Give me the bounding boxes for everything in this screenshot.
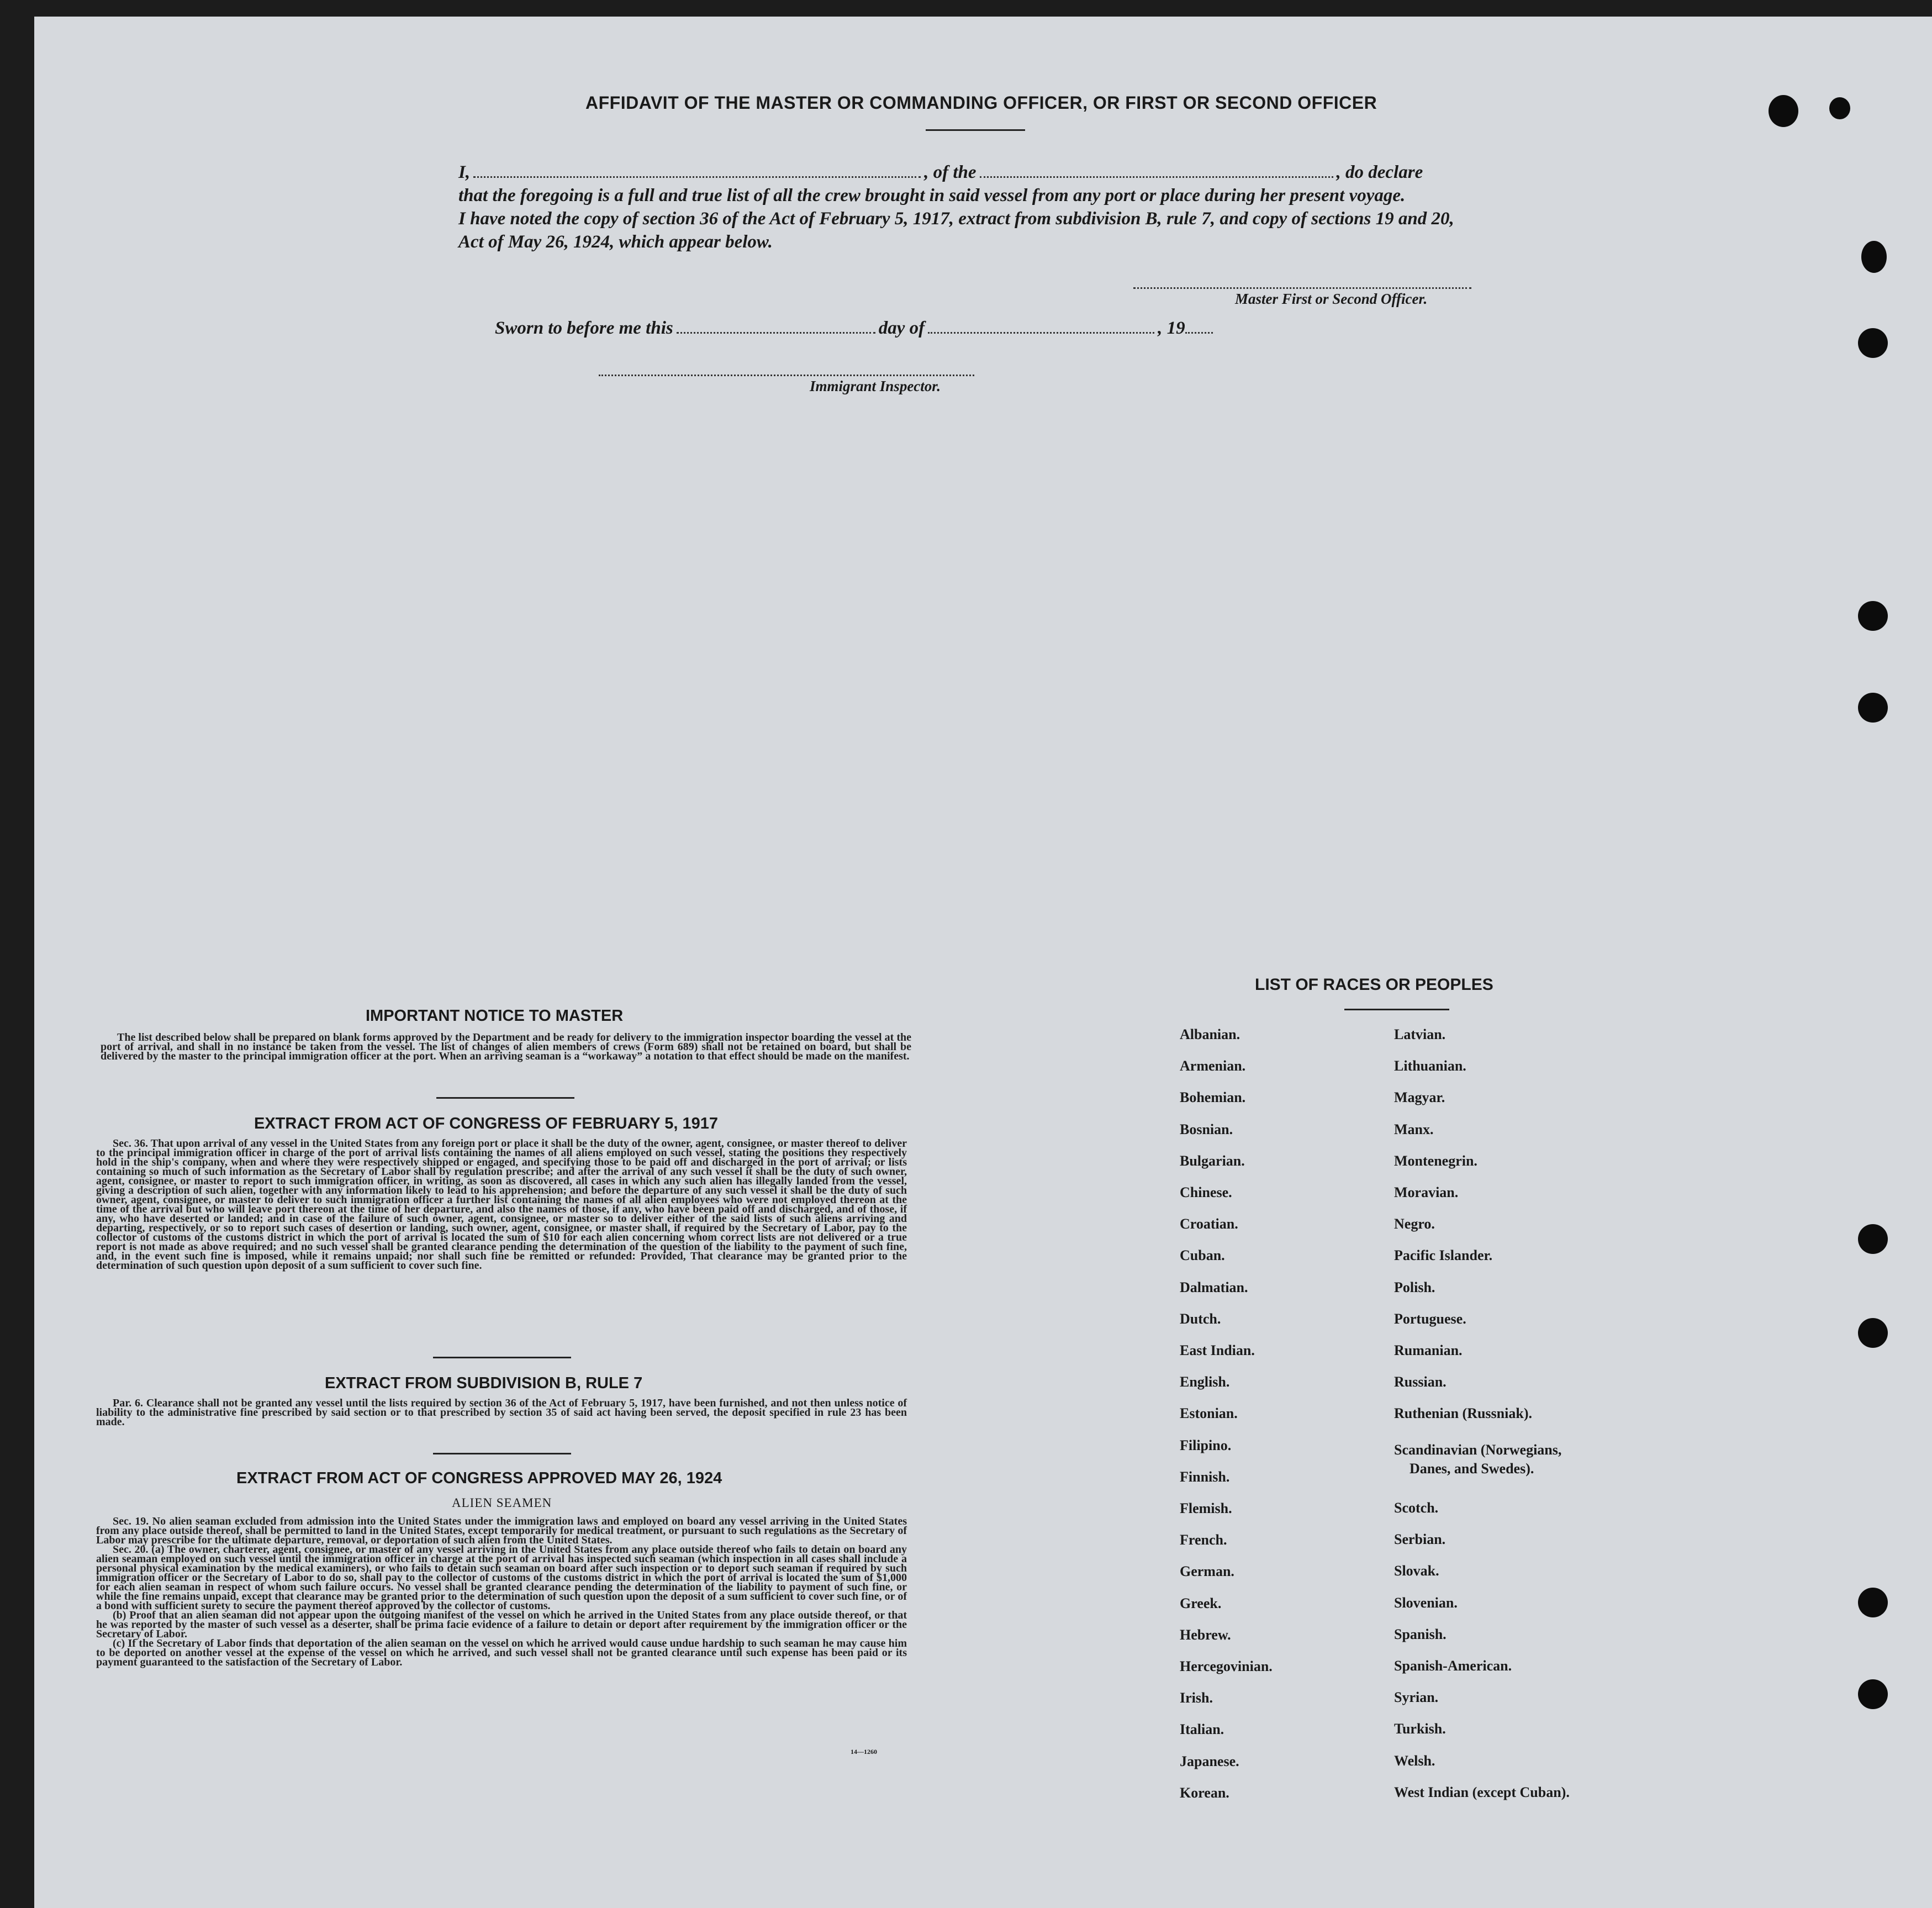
race-item: Dutch. bbox=[1180, 1310, 1221, 1327]
punch-hole bbox=[1769, 95, 1798, 127]
affidavit-line-2: that the foregoing is a full and true list of all the crew brought in said vessel from any port or place during her present voyage. bbox=[458, 186, 1406, 205]
extract-1924-title: EXTRACT FROM ACT OF CONGRESS APPROVED MAY 26, 1924 bbox=[236, 1469, 722, 1487]
race-item: Rumanian. bbox=[1394, 1342, 1463, 1358]
race-item: Welsh. bbox=[1394, 1752, 1435, 1769]
race-item: Negro. bbox=[1394, 1216, 1435, 1232]
race-item: English. bbox=[1180, 1374, 1230, 1390]
section-rule bbox=[436, 1097, 574, 1099]
form-number: 14—1260 bbox=[851, 1748, 877, 1756]
affidavit-line-3: I have noted the copy of section 36 of the Act of February 5, 1917, extract from subdivision B, rule 7, and copy of sections 19 and 20, bbox=[458, 209, 1454, 229]
races-title-rule bbox=[1344, 1009, 1449, 1010]
affidavit-line-4: Act of May 26, 1924, which appear below. bbox=[458, 232, 773, 252]
punch-hole bbox=[1858, 1588, 1888, 1617]
race-item: German. bbox=[1180, 1563, 1234, 1580]
race-item: Korean. bbox=[1180, 1784, 1229, 1801]
race-item: Japanese. bbox=[1180, 1753, 1239, 1769]
section-19-paragraph: Sec. 19. No alien seaman excluded from admission into the United States under the immigration laws and employed on board any vessel arriving in the United States from any place outside thereof, shall be permitted to land in the United States, except temporarily for medical treatment, or pursuant to such regulations as the Secretary of Labor may prescribe for the ultimate departure, removal, or deportation of such alien from the United States. bbox=[96, 1515, 907, 1546]
race-item: Cuban. bbox=[1180, 1247, 1225, 1264]
affidavit-i: I, bbox=[458, 162, 471, 182]
race-item: Moravian. bbox=[1394, 1184, 1459, 1200]
day-blank[interactable] bbox=[677, 331, 875, 334]
race-item: Slovenian. bbox=[1394, 1594, 1458, 1611]
race-item: Scotch. bbox=[1394, 1500, 1439, 1516]
race-item: Spanish. bbox=[1394, 1626, 1447, 1642]
race-item: Irish. bbox=[1180, 1690, 1213, 1706]
punch-hole bbox=[1858, 693, 1888, 723]
race-item: Serbian. bbox=[1394, 1531, 1446, 1548]
race-item: Russian. bbox=[1394, 1374, 1447, 1390]
race-item: Greek. bbox=[1180, 1595, 1222, 1611]
section-20c-paragraph: (c) If the Secretary of Labor finds that deportation of the alien seaman on the vessel on which he arrived would cause undue hardship to such seaman he may cause him to be deported on another vessel at the expense of the vessel on which he arrived, and such vessel shall not be granted clearance until such expense has been paid or its payment guaranteed to the satisfaction of the Secretary of Labor. bbox=[96, 1637, 907, 1668]
year-text: , 19 bbox=[1158, 318, 1185, 338]
affidavit-title: AFFIDAVIT OF THE MASTER OR COMMANDING OFFICER, OR FIRST OR SECOND OFFICER bbox=[585, 93, 1377, 113]
race-item: Hebrew. bbox=[1180, 1626, 1231, 1643]
race-item: Bohemian. bbox=[1180, 1089, 1246, 1106]
race-item: Bosnian. bbox=[1180, 1121, 1233, 1137]
section-rule bbox=[433, 1357, 571, 1358]
race-item: Lithuanian. bbox=[1394, 1058, 1466, 1074]
month-blank[interactable] bbox=[928, 331, 1154, 334]
race-item: Dalmatian. bbox=[1180, 1279, 1248, 1295]
affidavit-of-the: , of the bbox=[924, 162, 976, 182]
race-item: Albanian. bbox=[1180, 1026, 1241, 1042]
race-item: Armenian. bbox=[1180, 1058, 1246, 1074]
extract-1924-text bbox=[96, 1517, 907, 1667]
inspector-signature-line[interactable] bbox=[599, 375, 974, 376]
race-item: Manx. bbox=[1394, 1121, 1434, 1137]
race-item: Slovak. bbox=[1394, 1563, 1439, 1579]
punch-hole bbox=[1858, 601, 1888, 631]
race-item: Latvian. bbox=[1394, 1026, 1446, 1042]
race-item: Syrian. bbox=[1394, 1689, 1439, 1706]
affidavit-line-1 bbox=[458, 162, 1423, 183]
race-item: Danes, and Swedes). bbox=[1410, 1461, 1534, 1477]
race-item: Spanish-American. bbox=[1394, 1658, 1512, 1674]
section-20a-paragraph: Sec. 20. (a) The owner, charterer, agent, consignee, or master of any vessel arriving in the United States from any place outside thereof who fails to detain on board any alien seaman employed on such vessel until the immigration officer in charge at the port of arrival has inspected such seaman (which inspection in all cases shall include a personal physical examination by the medical examiners), or who fails to detain such seaman on board after such inspection or to deport such seaman if required by such immigration officer or the Secretary of Labor to do so, shall pay to the collector of customs of the customs district in which the port of arrival is located the sum of $1,000 for each alien seaman in respect of whom such failure occurs. No vessel shall be granted clearance pending the determination of the liability to payment of such fine, or while the fine remains unpaid, except that clearance may be granted prior to the determination of such question upon the deposit of a sum sufficient to cover such fine, or of a bond with sufficient surety to secure the payment thereof approved by the collector of customs. bbox=[96, 1543, 907, 1612]
vessel-blank[interactable] bbox=[980, 176, 1333, 178]
race-item: Bulgarian. bbox=[1180, 1152, 1245, 1169]
race-item: Chinese. bbox=[1180, 1184, 1232, 1200]
affidavit-declare: , do declare bbox=[1336, 162, 1423, 182]
race-item: Portuguese. bbox=[1394, 1310, 1466, 1327]
punch-hole bbox=[1829, 97, 1850, 119]
race-item: Flemish. bbox=[1180, 1500, 1232, 1516]
paragraph-6: Par. 6. Clearance shall not be granted any vessel until the lists required by section 36 of the Act of February 5, 1917, have been furnished, and not then unless notice of liability to the administrative fine prescribed by said section or to that prescribed by section 35 of said act having been served, the deposit specified in rule 23 has been made. bbox=[96, 1397, 907, 1428]
race-item: Scandinavian (Norwegians, bbox=[1394, 1442, 1562, 1458]
races-title: LIST OF RACES OR PEOPLES bbox=[1255, 976, 1493, 994]
alien-seamen-subtitle: ALIEN SEAMEN bbox=[452, 1496, 552, 1510]
notice-paragraph: The list described below shall be prepared on blank forms approved by the Department and be ready for delivery to the immigration inspector boarding the vessel at the port of arrival, and shall in no instance be taken from the vessel. The list of changes of alien members of crews (Form 689) shall not be retained on board, but shall be delivered by the master to the principal immigration officer at the port. When an arriving seaman is a “workaway” a notation to that effect should be made on the manifest. bbox=[101, 1031, 911, 1062]
master-label: Master First or Second Officer. bbox=[1235, 291, 1428, 307]
extract-1917-title: EXTRACT FROM ACT OF CONGRESS OF FEBRUARY 5, 1917 bbox=[254, 1115, 719, 1132]
race-item: Estonian. bbox=[1180, 1405, 1238, 1422]
race-item: Finnish. bbox=[1180, 1468, 1230, 1485]
race-item: Polish. bbox=[1394, 1279, 1435, 1295]
day-of-text: day of bbox=[878, 318, 925, 338]
punch-hole bbox=[1858, 1679, 1888, 1709]
punch-hole bbox=[1858, 328, 1888, 358]
punch-hole bbox=[1858, 1224, 1888, 1254]
race-item: Croatian. bbox=[1180, 1216, 1238, 1232]
race-item: Filipino. bbox=[1180, 1437, 1232, 1453]
section-20b-paragraph: (b) Proof that an alien seaman did not appear upon the outgoing manifest of the vessel on which he arrived in the United States from any place outside thereof, or that he was reported by the master of such vessel as a deserter, shall be prima facie evidence of a failure to detain or deport after requirement by the immigration officer or the Secretary of Labor. bbox=[96, 1609, 907, 1640]
name-blank[interactable] bbox=[473, 176, 921, 178]
race-item: Italian. bbox=[1180, 1721, 1224, 1738]
section-36-paragraph: Sec. 36. That upon arrival of any vessel in the United States from any foreign port or place it shall be the duty of the owner, agent, consignee, or master thereof to deliver to the principal immigration officer in charge of the port of arrival lists containing the names of all aliens employed on such vessel, stating the positions they respectively hold in the ship's company, when and where they were respectively shipped or engaged, and specifying those to be paid off and discharged in the port of arrival; or lists containing so much of such information as the Secretary of Labor shall by regulation prescribe; and after the arrival of any such vessel it shall be the duty of such owner, agent, consignee, or master to report to such immigration officer, in writing, as soon as discovered, all cases in which any such alien has illegally landed from the vessel, giving a description of such alien, together with any information likely to lead to his apprehension; and before the departure of any such vessel it shall be the duty of such owner, agent, consignee, or master to deliver to such immigration officer a further list containing the names of all alien employees who were not employed thereon at the time of the arrival but who will leave port thereon at the time of her departure, and also the names of those, if any, who have been paid off and discharged, and of those, if any, who have deserted or landed; and in case of the failure of such owner, agent, consignee, or master so to deliver either of the said lists of such aliens arriving and departing, respectively, or so to report such cases of desertion or landing, such owner, agent, consignee, or master shall, if required by the Secretary of Labor, pay to the collector of customs of the customs district in which the port of arrival is located the sum of $10 for each alien concerning whom correct lists are not delivered or a true report is not made as above required; and no such vessel shall be granted clearance pending the determination of the question of the liability to the payment of such fine, and, in the event such fine is imposed, while it remains unpaid; nor shall such fine be remitted or refunded: Provided, That clearance may be granted prior to the determination of such question upon deposit of a sum sufficient to cover such fine. bbox=[96, 1137, 907, 1272]
race-item: Magyar. bbox=[1394, 1089, 1445, 1106]
section-rule bbox=[433, 1453, 571, 1454]
notice-title: IMPORTANT NOTICE TO MASTER bbox=[366, 1007, 624, 1025]
year-blank[interactable] bbox=[1185, 331, 1213, 334]
race-item: Hercegovinian. bbox=[1180, 1658, 1273, 1674]
race-item: Ruthenian (Russniak). bbox=[1394, 1405, 1532, 1422]
title-rule bbox=[926, 129, 1025, 131]
sworn-text: Sworn to before me this bbox=[495, 318, 673, 338]
punch-hole bbox=[1861, 241, 1887, 273]
race-item: Turkish. bbox=[1394, 1721, 1446, 1737]
race-item: West Indian (except Cuban). bbox=[1394, 1784, 1570, 1800]
master-signature-line[interactable] bbox=[1133, 287, 1471, 289]
extract-1917-text bbox=[96, 1139, 907, 1271]
extract-rule7-text bbox=[96, 1399, 907, 1427]
race-item: French. bbox=[1180, 1532, 1227, 1548]
race-item: Montenegrin. bbox=[1394, 1152, 1477, 1169]
punch-hole bbox=[1858, 1318, 1888, 1348]
extract-rule7-title: EXTRACT FROM SUBDIVISION B, RULE 7 bbox=[325, 1374, 643, 1392]
race-item: Pacific Islander. bbox=[1394, 1247, 1493, 1264]
inspector-label: Immigrant Inspector. bbox=[810, 378, 941, 394]
sworn-line bbox=[495, 318, 1216, 339]
race-item: East Indian. bbox=[1180, 1342, 1255, 1358]
notice-text bbox=[101, 1033, 911, 1061]
